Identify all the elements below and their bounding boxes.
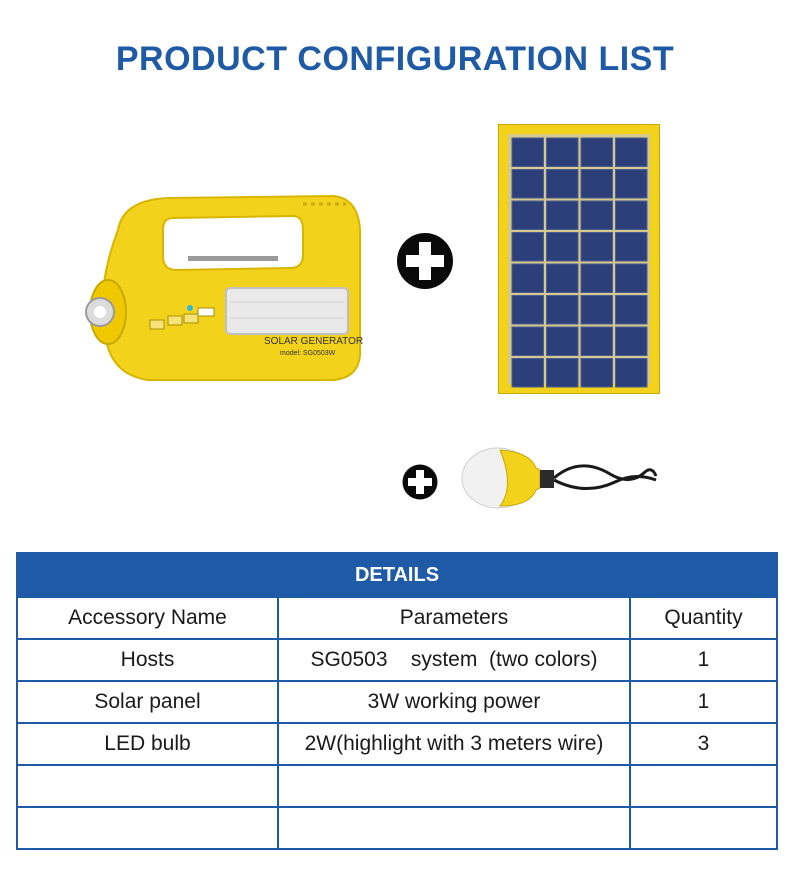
table-cell	[630, 807, 777, 849]
led-bulb-image	[460, 446, 660, 510]
solar-cell	[512, 170, 544, 199]
solar-cell	[547, 359, 579, 388]
solar-panel-image	[498, 124, 660, 394]
solar-cell	[512, 233, 544, 262]
solar-cell	[616, 327, 648, 356]
solar-cell	[616, 264, 648, 293]
solar-cell	[581, 359, 613, 388]
page-title: PRODUCT CONFIGURATION LIST	[115, 40, 675, 78]
solar-generator-image	[78, 190, 378, 390]
table-cell: 3W working power	[278, 681, 630, 723]
details-table	[16, 552, 778, 850]
solar-cell	[547, 264, 579, 293]
solar-cell	[581, 138, 613, 167]
plus-icon	[402, 464, 438, 500]
solar-cell	[512, 327, 544, 356]
table-cell	[17, 765, 278, 807]
solar-cell	[581, 170, 613, 199]
solar-cell	[512, 138, 544, 167]
solar-cell	[581, 201, 613, 230]
table-row	[17, 723, 777, 765]
solar-cell	[616, 296, 648, 325]
solar-cell	[616, 170, 648, 199]
solar-cell	[547, 327, 579, 356]
table-cell: Hosts	[17, 639, 278, 681]
host-model: model: SG0503W	[280, 350, 336, 357]
solar-cell	[512, 359, 544, 388]
solar-cell	[547, 233, 579, 262]
plus-icon	[396, 232, 454, 290]
solar-cell	[616, 359, 648, 388]
table-row	[17, 807, 777, 849]
table-row	[17, 639, 777, 681]
solar-cell	[512, 296, 544, 325]
table-cell: 1	[630, 681, 777, 723]
solar-cell	[581, 296, 613, 325]
solar-cell	[512, 201, 544, 230]
solar-cell	[616, 138, 648, 167]
solar-cell	[512, 264, 544, 293]
solar-cell	[547, 201, 579, 230]
table-row	[17, 765, 777, 807]
column-header: Parameters	[278, 597, 630, 639]
solar-cell	[547, 170, 579, 199]
column-header: Accessory Name	[17, 597, 278, 639]
solar-cell	[581, 327, 613, 356]
solar-cell	[581, 264, 613, 293]
host-label: SOLAR GENERATOR	[264, 336, 364, 347]
table-cell	[630, 765, 777, 807]
table-row	[17, 681, 777, 723]
table-cell	[278, 765, 630, 807]
solar-cell	[616, 201, 648, 230]
table-header: DETAILS	[17, 553, 777, 597]
table-cell: 2W(highlight with 3 meters wire)	[278, 723, 630, 765]
solar-cell	[581, 233, 613, 262]
table-cell: LED bulb	[17, 723, 278, 765]
table-cell: 3	[630, 723, 777, 765]
table-cell: Solar panel	[17, 681, 278, 723]
table-column-headers	[17, 597, 777, 639]
solar-cell	[616, 233, 648, 262]
column-header: Quantity	[630, 597, 777, 639]
solar-cell	[547, 296, 579, 325]
table-cell	[278, 807, 630, 849]
table-cell: 1	[630, 639, 777, 681]
table-cell	[17, 807, 278, 849]
table-cell: SG0503 system (two colors)	[278, 639, 630, 681]
solar-cell	[547, 138, 579, 167]
